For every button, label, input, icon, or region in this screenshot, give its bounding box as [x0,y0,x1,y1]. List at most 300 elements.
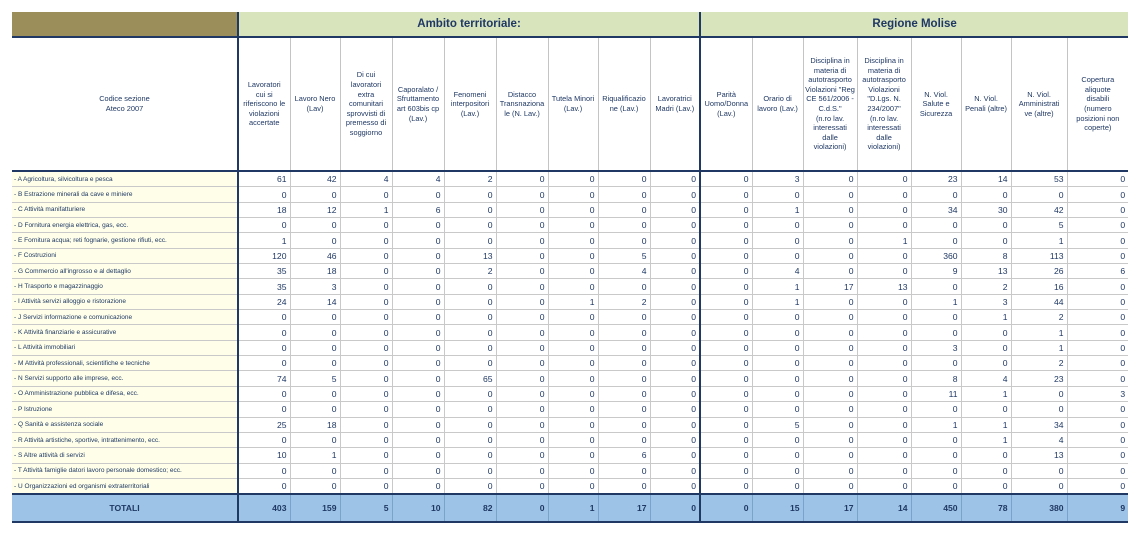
column-header-line: le (N. Lav.) [504,108,540,118]
total-value-cell: 10 [392,494,444,522]
value-cell: 5 [598,248,650,263]
table-row [12,202,1128,217]
column-header-line: Lavoro Nero [294,94,336,104]
value-cell: 0 [392,478,444,494]
value-cell: 0 [238,325,290,340]
value-cell: 0 [1011,463,1067,478]
value-cell: 0 [752,248,803,263]
value-cell: 0 [803,371,857,386]
value-cell: 0 [752,386,803,401]
value-cell: 0 [700,325,752,340]
column-header-line: autotrasporto [808,75,852,85]
column-header-line: ne (Lav.) [609,104,639,113]
value-cell: 0 [392,463,444,478]
value-cell: 0 [496,417,548,432]
column-header-line: materia di [867,65,901,75]
value-cell: 65 [444,371,496,386]
value-cell: 0 [548,325,598,340]
value-cell: 0 [857,402,911,417]
value-cell: 13 [1011,448,1067,463]
table-row [12,248,1128,263]
value-cell: 5 [290,371,340,386]
value-cell: 1 [752,279,803,294]
value-cell: 0 [650,218,700,233]
value-cell: 4 [1011,432,1067,447]
value-cell: 34 [1011,417,1067,432]
value-cell: 0 [650,386,700,401]
value-cell: 13 [444,248,496,263]
value-cell: 0 [650,279,700,294]
value-cell: 0 [290,233,340,248]
value-cell: 0 [752,402,803,417]
value-cell: 0 [392,340,444,355]
value-cell: 0 [857,356,911,371]
total-value-cell: 15 [752,494,803,522]
value-cell: 0 [496,233,548,248]
value-cell: 0 [857,463,911,478]
sector-label: - H Trasporto e magazzinaggio [12,279,238,294]
value-cell: 0 [1067,417,1128,432]
column-header-line: autotrasporto [862,75,906,85]
value-cell: 0 [340,340,392,355]
value-cell: 0 [1067,171,1128,187]
column-header-line: C.d.S." [818,104,842,113]
value-cell: 0 [496,463,548,478]
value-cell: 0 [857,417,911,432]
value-cell: 0 [700,448,752,463]
value-cell: 0 [752,478,803,494]
total-value-cell: 380 [1011,494,1067,522]
value-cell: 0 [340,264,392,279]
value-cell: 35 [238,279,290,294]
value-cell: 17 [803,279,857,294]
column-header-line: Lavoratrici [657,94,692,104]
value-cell: 0 [496,202,548,217]
value-cell: 25 [238,417,290,432]
value-cell: 0 [548,356,598,371]
value-cell: 0 [650,248,700,263]
total-value-cell: 0 [700,494,752,522]
value-cell: 0 [290,356,340,371]
column-header-line: posizioni non [1076,113,1120,123]
value-cell: 0 [548,248,598,263]
value-cell: 0 [911,279,961,294]
value-cell: 1 [961,432,1011,447]
value-cell: 1 [1011,340,1067,355]
value-cell: 0 [340,294,392,309]
value-cell: 2 [961,279,1011,294]
column-header [548,37,598,171]
value-cell: 0 [444,294,496,309]
column-header-line: aliquote [1084,84,1111,94]
value-cell: 0 [803,386,857,401]
column-header-line: Salute e [922,99,950,109]
value-cell: 6 [392,202,444,217]
value-cell: 0 [340,310,392,325]
table-row [12,325,1128,340]
column-header-line: Parità [716,89,736,99]
value-cell: 0 [340,417,392,432]
value-cell: 0 [803,448,857,463]
value-cell: 26 [1011,264,1067,279]
value-cell: 0 [548,402,598,417]
column-header-line: (Lav.) [717,108,736,118]
value-cell: 0 [650,264,700,279]
value-cell: 1 [1011,325,1067,340]
value-cell: 0 [857,202,911,217]
table-row [12,386,1128,401]
value-cell: 0 [650,325,700,340]
column-header [700,37,752,171]
value-cell: 0 [340,432,392,447]
value-cell: 0 [496,448,548,463]
value-cell: 0 [803,310,857,325]
total-value-cell: 1 [548,494,598,522]
column-header-line: Violazioni "Reg [805,84,855,94]
sector-label: - T Attività famiglie datori lavoro personale domestico; ecc. [12,463,238,478]
column-header-line: coperte) [1084,123,1112,133]
value-cell: 0 [961,340,1011,355]
value-cell: 0 [496,386,548,401]
column-header-line: Disciplina in [864,56,904,66]
column-header-line: interessati [867,123,901,133]
value-cell: 0 [496,402,548,417]
value-cell: 1 [961,417,1011,432]
column-header-line: premesso di [345,118,387,128]
value-cell: 0 [700,310,752,325]
value-cell: 0 [548,279,598,294]
column-header [857,37,911,171]
value-cell: 4 [961,371,1011,386]
value-cell: 0 [392,218,444,233]
value-cell: 0 [650,233,700,248]
value-cell: 2 [444,264,496,279]
total-value-cell: 9 [1067,494,1128,522]
table-row [12,448,1128,463]
value-cell: 0 [857,340,911,355]
value-cell: 0 [340,218,392,233]
value-cell: 0 [650,448,700,463]
column-header [961,37,1011,171]
value-cell: 4 [340,171,392,187]
value-cell: 0 [444,432,496,447]
column-header-line: Sicurezza [919,108,953,118]
value-cell: 0 [444,402,496,417]
table-row [12,432,1128,447]
value-cell: 0 [548,463,598,478]
value-cell: 24 [238,294,290,309]
value-cell: 0 [1067,478,1128,494]
column-header-line: Sfruttamento [396,94,440,104]
sector-label: - R Attività artistiche, sportive, intrattenimento, ecc. [12,432,238,447]
value-cell: 0 [496,187,548,202]
value-cell: 0 [290,478,340,494]
column-header-line: accertate [249,118,280,128]
sector-header-line: Ateco 2007 [105,104,144,113]
column-header-line: violazioni) [813,142,847,152]
value-cell: 0 [444,310,496,325]
column-header-line: Copertura [1081,75,1115,85]
value-cell: 0 [857,371,911,386]
value-cell: 0 [548,264,598,279]
value-cell: 0 [752,325,803,340]
value-cell: 35 [238,264,290,279]
value-cell: 0 [496,294,548,309]
value-cell: 0 [700,340,752,355]
value-cell: 0 [548,432,598,447]
value-cell: 1 [1011,233,1067,248]
value-cell: 0 [911,463,961,478]
value-cell: 0 [650,356,700,371]
value-cell: 0 [598,202,650,217]
value-cell: 0 [392,294,444,309]
value-cell: 1 [238,233,290,248]
value-cell: 0 [444,187,496,202]
value-cell: 0 [1067,248,1128,263]
sector-label: - P Istruzione [12,402,238,417]
value-cell: 0 [857,310,911,325]
column-header [444,37,496,171]
value-cell: 0 [700,248,752,263]
value-cell: 0 [700,463,752,478]
value-cell: 0 [752,218,803,233]
value-cell: 0 [238,402,290,417]
value-cell: 8 [961,248,1011,263]
column-header-line: interessati [813,123,847,133]
value-cell: 46 [290,248,340,263]
value-cell: 1 [752,202,803,217]
value-cell: 0 [650,478,700,494]
value-cell: 0 [238,187,290,202]
value-cell: 0 [340,463,392,478]
value-cell: 0 [700,386,752,401]
value-cell: 0 [238,463,290,478]
column-header-line: (Lav.) [563,104,583,113]
column-header-line: violazioni) [867,142,901,152]
value-cell: 0 [961,463,1011,478]
value-cell: 0 [961,478,1011,494]
value-cell: 1 [548,294,598,309]
value-cell: 0 [548,202,598,217]
value-cell: 0 [650,187,700,202]
table-row [12,187,1128,202]
column-header-line: art 603bis cp [396,104,440,113]
value-cell: 3 [290,279,340,294]
value-cell: 1 [911,417,961,432]
sector-label: - D Fornitura energia elettrica, gas, ecc. [12,218,238,233]
value-cell: 0 [496,279,548,294]
table-row [12,233,1128,248]
value-cell: 0 [392,325,444,340]
value-cell: 14 [290,294,340,309]
column-header [598,37,650,171]
value-cell: 13 [857,279,911,294]
value-cell: 0 [961,233,1011,248]
column-header [496,37,548,171]
value-cell: 0 [803,187,857,202]
value-cell: 0 [496,248,548,263]
value-cell: 0 [340,233,392,248]
value-cell: 0 [290,310,340,325]
value-cell: 0 [803,463,857,478]
value-cell: 0 [290,432,340,447]
value-cell: 0 [857,171,911,187]
value-cell: 0 [598,171,650,187]
value-cell: 0 [496,432,548,447]
value-cell: 1 [752,294,803,309]
value-cell: 0 [598,279,650,294]
value-cell: 0 [392,371,444,386]
column-header-line: Violazioni [868,84,900,94]
column-header-line: violazioni [249,108,280,118]
table-row [12,310,1128,325]
value-cell: 0 [803,294,857,309]
total-value-cell: 17 [598,494,650,522]
column-header-line: Penali (altre) [965,104,1007,113]
sector-label: - C Attività manifatturiere [12,202,238,217]
value-cell: 0 [752,340,803,355]
value-cell: 0 [444,417,496,432]
value-cell: 0 [961,402,1011,417]
column-header [1011,37,1067,171]
column-header [238,37,290,171]
value-cell: 0 [857,187,911,202]
table-row [12,264,1128,279]
column-header-line: disabili [1086,94,1110,104]
value-cell: 0 [548,233,598,248]
value-cell: 42 [290,171,340,187]
value-cell: 0 [650,402,700,417]
column-header [290,37,340,171]
value-cell: 2 [1011,356,1067,371]
value-cell: 0 [857,386,911,401]
value-cell: 0 [392,448,444,463]
value-cell: 0 [857,218,911,233]
sector-column-header [12,37,238,171]
column-header-line: dalle [876,132,892,142]
column-header-line: Tutela Minori [551,94,595,104]
value-cell: 0 [444,463,496,478]
table-row [12,463,1128,478]
sector-label: - G Commercio all'ingrosso e al dettaglio [12,264,238,279]
total-value-cell: 450 [911,494,961,522]
value-cell: 0 [911,448,961,463]
sector-label: - B Estrazione minerali da cave e miniere [12,187,238,202]
value-cell: 0 [803,478,857,494]
value-cell: 0 [340,402,392,417]
sector-label: - O Amministrazione pubblica e difesa, ecc. [12,386,238,401]
value-cell: 0 [1067,233,1128,248]
value-cell: 0 [752,233,803,248]
sector-label: - A Agricoltura, silvicoltura e pesca [12,171,238,187]
value-cell: 9 [911,264,961,279]
value-cell: 0 [392,417,444,432]
value-cell: 8 [911,371,961,386]
value-cell: 0 [650,294,700,309]
table-row [12,218,1128,233]
sector-label: - E Fornitura acqua; reti fognarie, gestione rifiuti, ecc. [12,233,238,248]
column-header [803,37,857,171]
value-cell: 0 [911,218,961,233]
column-header-line: dalle [822,132,838,142]
value-cell: 2 [444,171,496,187]
value-cell: 120 [238,248,290,263]
total-value-cell: 403 [238,494,290,522]
table-row [12,417,1128,432]
value-cell: 0 [911,187,961,202]
value-cell: 0 [340,325,392,340]
total-value-cell: 5 [340,494,392,522]
value-cell: 0 [548,310,598,325]
value-cell: 0 [700,402,752,417]
sector-label: - N Servizi supporto alle imprese, ecc. [12,371,238,386]
value-cell: 0 [911,233,961,248]
column-header [650,37,700,171]
sector-label: - J Servizi informazione e comunicazione [12,310,238,325]
value-cell: 34 [911,202,961,217]
value-cell: 4 [392,171,444,187]
value-cell: 0 [340,386,392,401]
value-cell: 0 [1067,279,1128,294]
value-cell: 0 [700,218,752,233]
value-cell: 0 [650,340,700,355]
value-cell: 0 [803,218,857,233]
column-header-row [12,37,1128,171]
value-cell: 0 [598,432,650,447]
column-header-line: Fenomeni [453,89,487,99]
value-cell: 0 [598,371,650,386]
column-header-line: (Lav.) [460,108,480,118]
value-cell: 74 [238,371,290,386]
value-cell: 0 [857,325,911,340]
value-cell: 0 [961,325,1011,340]
column-header-line: sprovvisti di [346,108,386,118]
value-cell: 0 [1067,340,1128,355]
column-header-line: (Lav) [306,104,324,113]
value-cell: 0 [444,202,496,217]
value-cell: 0 [803,402,857,417]
value-cell: 42 [1011,202,1067,217]
value-cell: 0 [238,340,290,355]
value-cell: 0 [1067,371,1128,386]
value-cell: 0 [496,478,548,494]
table-row [12,294,1128,309]
value-cell: 0 [911,325,961,340]
value-cell: 12 [290,202,340,217]
value-cell: 0 [752,448,803,463]
group-header-row [12,12,1128,37]
value-cell: 0 [857,432,911,447]
value-cell: 113 [1011,248,1067,263]
value-cell: 0 [857,478,911,494]
value-cell: 18 [290,417,340,432]
value-cell: 11 [911,386,961,401]
value-cell: 0 [598,478,650,494]
total-value-cell: 82 [444,494,496,522]
value-cell: 0 [496,356,548,371]
header-corner-cell [12,12,238,37]
territorial-scope-header: Ambito territoriale: [238,12,700,37]
value-cell: 0 [650,202,700,217]
value-cell: 0 [1067,310,1128,325]
totals-row [12,494,1128,522]
value-cell: 0 [803,340,857,355]
value-cell: 0 [700,202,752,217]
value-cell: 10 [238,448,290,463]
column-header-line: (n.ro lav. [815,113,845,123]
value-cell: 6 [1067,264,1128,279]
column-header-line: lavoratori [350,80,382,90]
